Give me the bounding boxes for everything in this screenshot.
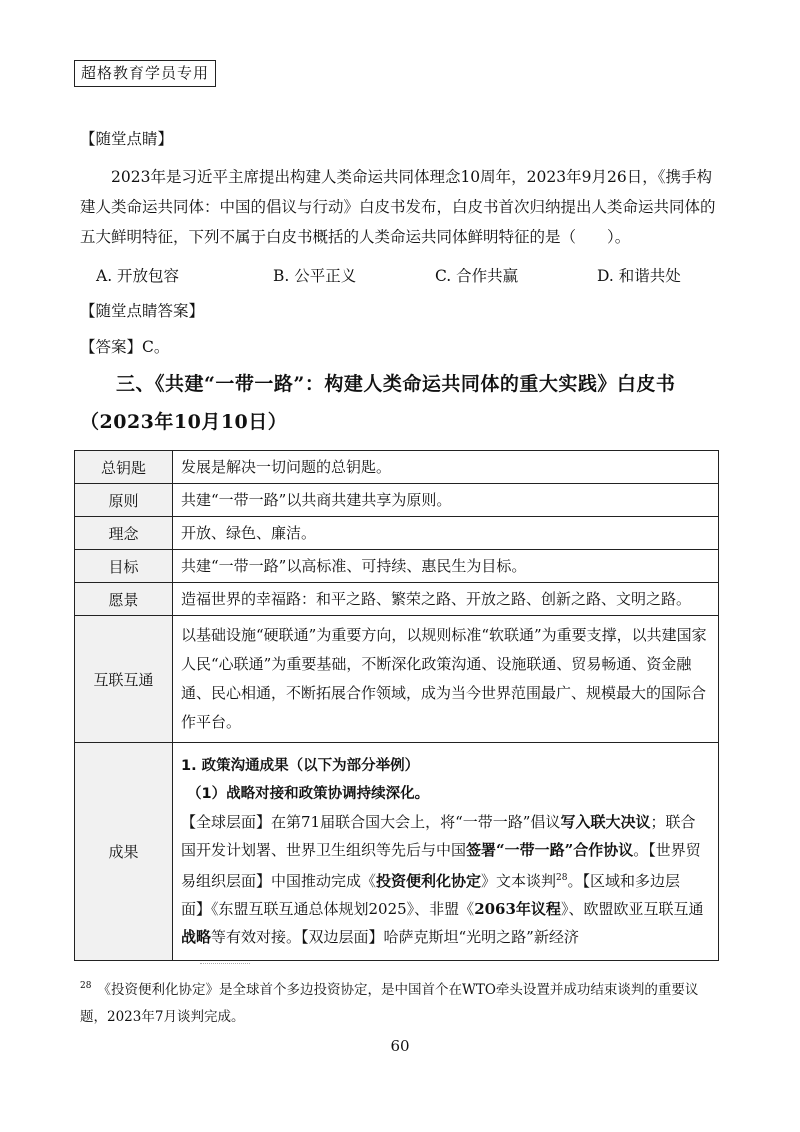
page-number: 60 — [390, 1037, 410, 1055]
header-stamp: 超格教育学员专用 — [74, 60, 216, 87]
body-text: 》文本谈判 — [481, 872, 557, 890]
answer-heading: 【随堂点睛答案】 — [80, 302, 205, 320]
body-emphasis: 战略 — [181, 928, 212, 946]
section-title: 三、《共建“一带一路”：构建人类命运共同体的重大实践》白皮书（2023年10月10日） — [80, 373, 676, 433]
row-label: 原则 — [75, 484, 173, 517]
footnote-reference: 28 — [556, 873, 568, 883]
body-emphasis: 写入联大决议 — [560, 813, 651, 831]
table-row — [75, 550, 719, 583]
footnote-marker: 28 — [80, 981, 92, 991]
achievements-subheading: 1. 政策沟通成果（以下为部分举例） — [181, 758, 420, 774]
body-text: 。【世界贸易组织层面】中国推动完成《 — [181, 841, 701, 890]
quiz-heading: 【随堂点睛】 — [80, 130, 174, 148]
row-content: 共建“一带一路”以共商共建共享为原则。 — [173, 484, 719, 517]
row-content: 造福世界的幸福路：和平之路、繁荣之路、开放之路、创新之路、文明之路。 — [173, 583, 719, 616]
answer-text: 【答案】C。 — [80, 338, 170, 356]
whitepaper-table — [74, 450, 719, 961]
table-row — [75, 743, 719, 961]
quiz-question: 2023年是习近平主席提出构建人类命运共同体理念10周年，2023年9月26日，《携手构建人类命运共同体：中国的倡议与行动》白皮书发布，白皮书首次归纳提出人类命运共同体的五大鲜明特征，下列不属于白皮书概括的人类命运共同体鲜明特征的是（ ）。 — [80, 168, 716, 246]
row-label: 愿景 — [75, 583, 173, 616]
achievements-point: （1）战略对接和政策协调持续深化。 — [187, 786, 430, 802]
row-content: 共建“一带一路”以高标准、可持续、惠民生为目标。 — [173, 550, 719, 583]
option-a: A. 开放包容 — [96, 267, 180, 285]
row-content: 发展是解决一切问题的总钥匙。 — [173, 451, 719, 484]
body-emphasis: 投资便利化协定 — [376, 872, 482, 890]
body-emphasis: 签署“一带一路”合作协议 — [466, 841, 634, 859]
footnote — [80, 973, 720, 1031]
table-row — [75, 583, 719, 616]
body-text: 。【区域和多边层面】《东盟互联互通总体规划2025》、非盟《 — [181, 872, 681, 918]
footnote-text: 《投资便利化协定》是全球首个多边投资协定，是中国首个在WTO牵头设置并成功结束谈判的重要议题，2023年7月谈判完成。 — [80, 981, 699, 1025]
footnote-separator — [200, 963, 250, 965]
option-c: C. 合作共赢 — [435, 267, 519, 285]
body-text: 等有效对接。【双边层面】哈萨克斯坦“光明之路”新经济 — [211, 928, 579, 946]
achievements-content — [173, 743, 719, 961]
row-label: 目标 — [75, 550, 173, 583]
row-label: 理念 — [75, 517, 173, 550]
option-b: B. 公平正义 — [273, 267, 357, 285]
body-text: 》、欧盟欧亚互联互通 — [560, 900, 704, 918]
row-content: 以基础设施“硬联通”为重要方向，以规则标准“软联通”为重要支撑，以共建国家人民“心联通”为重要基础，不断深化政策沟通、设施联通、贸易畅通、资金融通、民心相通，不断拓展合作领域，成为当今世界范围最广、规模最大的国际合作平台。 — [173, 616, 719, 743]
achievements-body — [181, 808, 710, 951]
body-emphasis: 2063年议程 — [474, 900, 561, 918]
row-content: 开放、绿色、廉洁。 — [173, 517, 719, 550]
table-row — [75, 616, 719, 743]
table-row — [75, 484, 719, 517]
row-label: 成果 — [75, 743, 173, 961]
table-row — [75, 451, 719, 484]
row-label: 总钥匙 — [75, 451, 173, 484]
row-label: 互联互通 — [75, 616, 173, 743]
option-d: D. 和谐共处 — [597, 267, 681, 285]
body-text: 【全球层面】在第71届联合国大会上，将“一带一路”倡议 — [181, 813, 561, 831]
body-text: ；联合国开发计划署、世界卫生组织等先后与中国 — [181, 813, 696, 859]
table-row — [75, 517, 719, 550]
